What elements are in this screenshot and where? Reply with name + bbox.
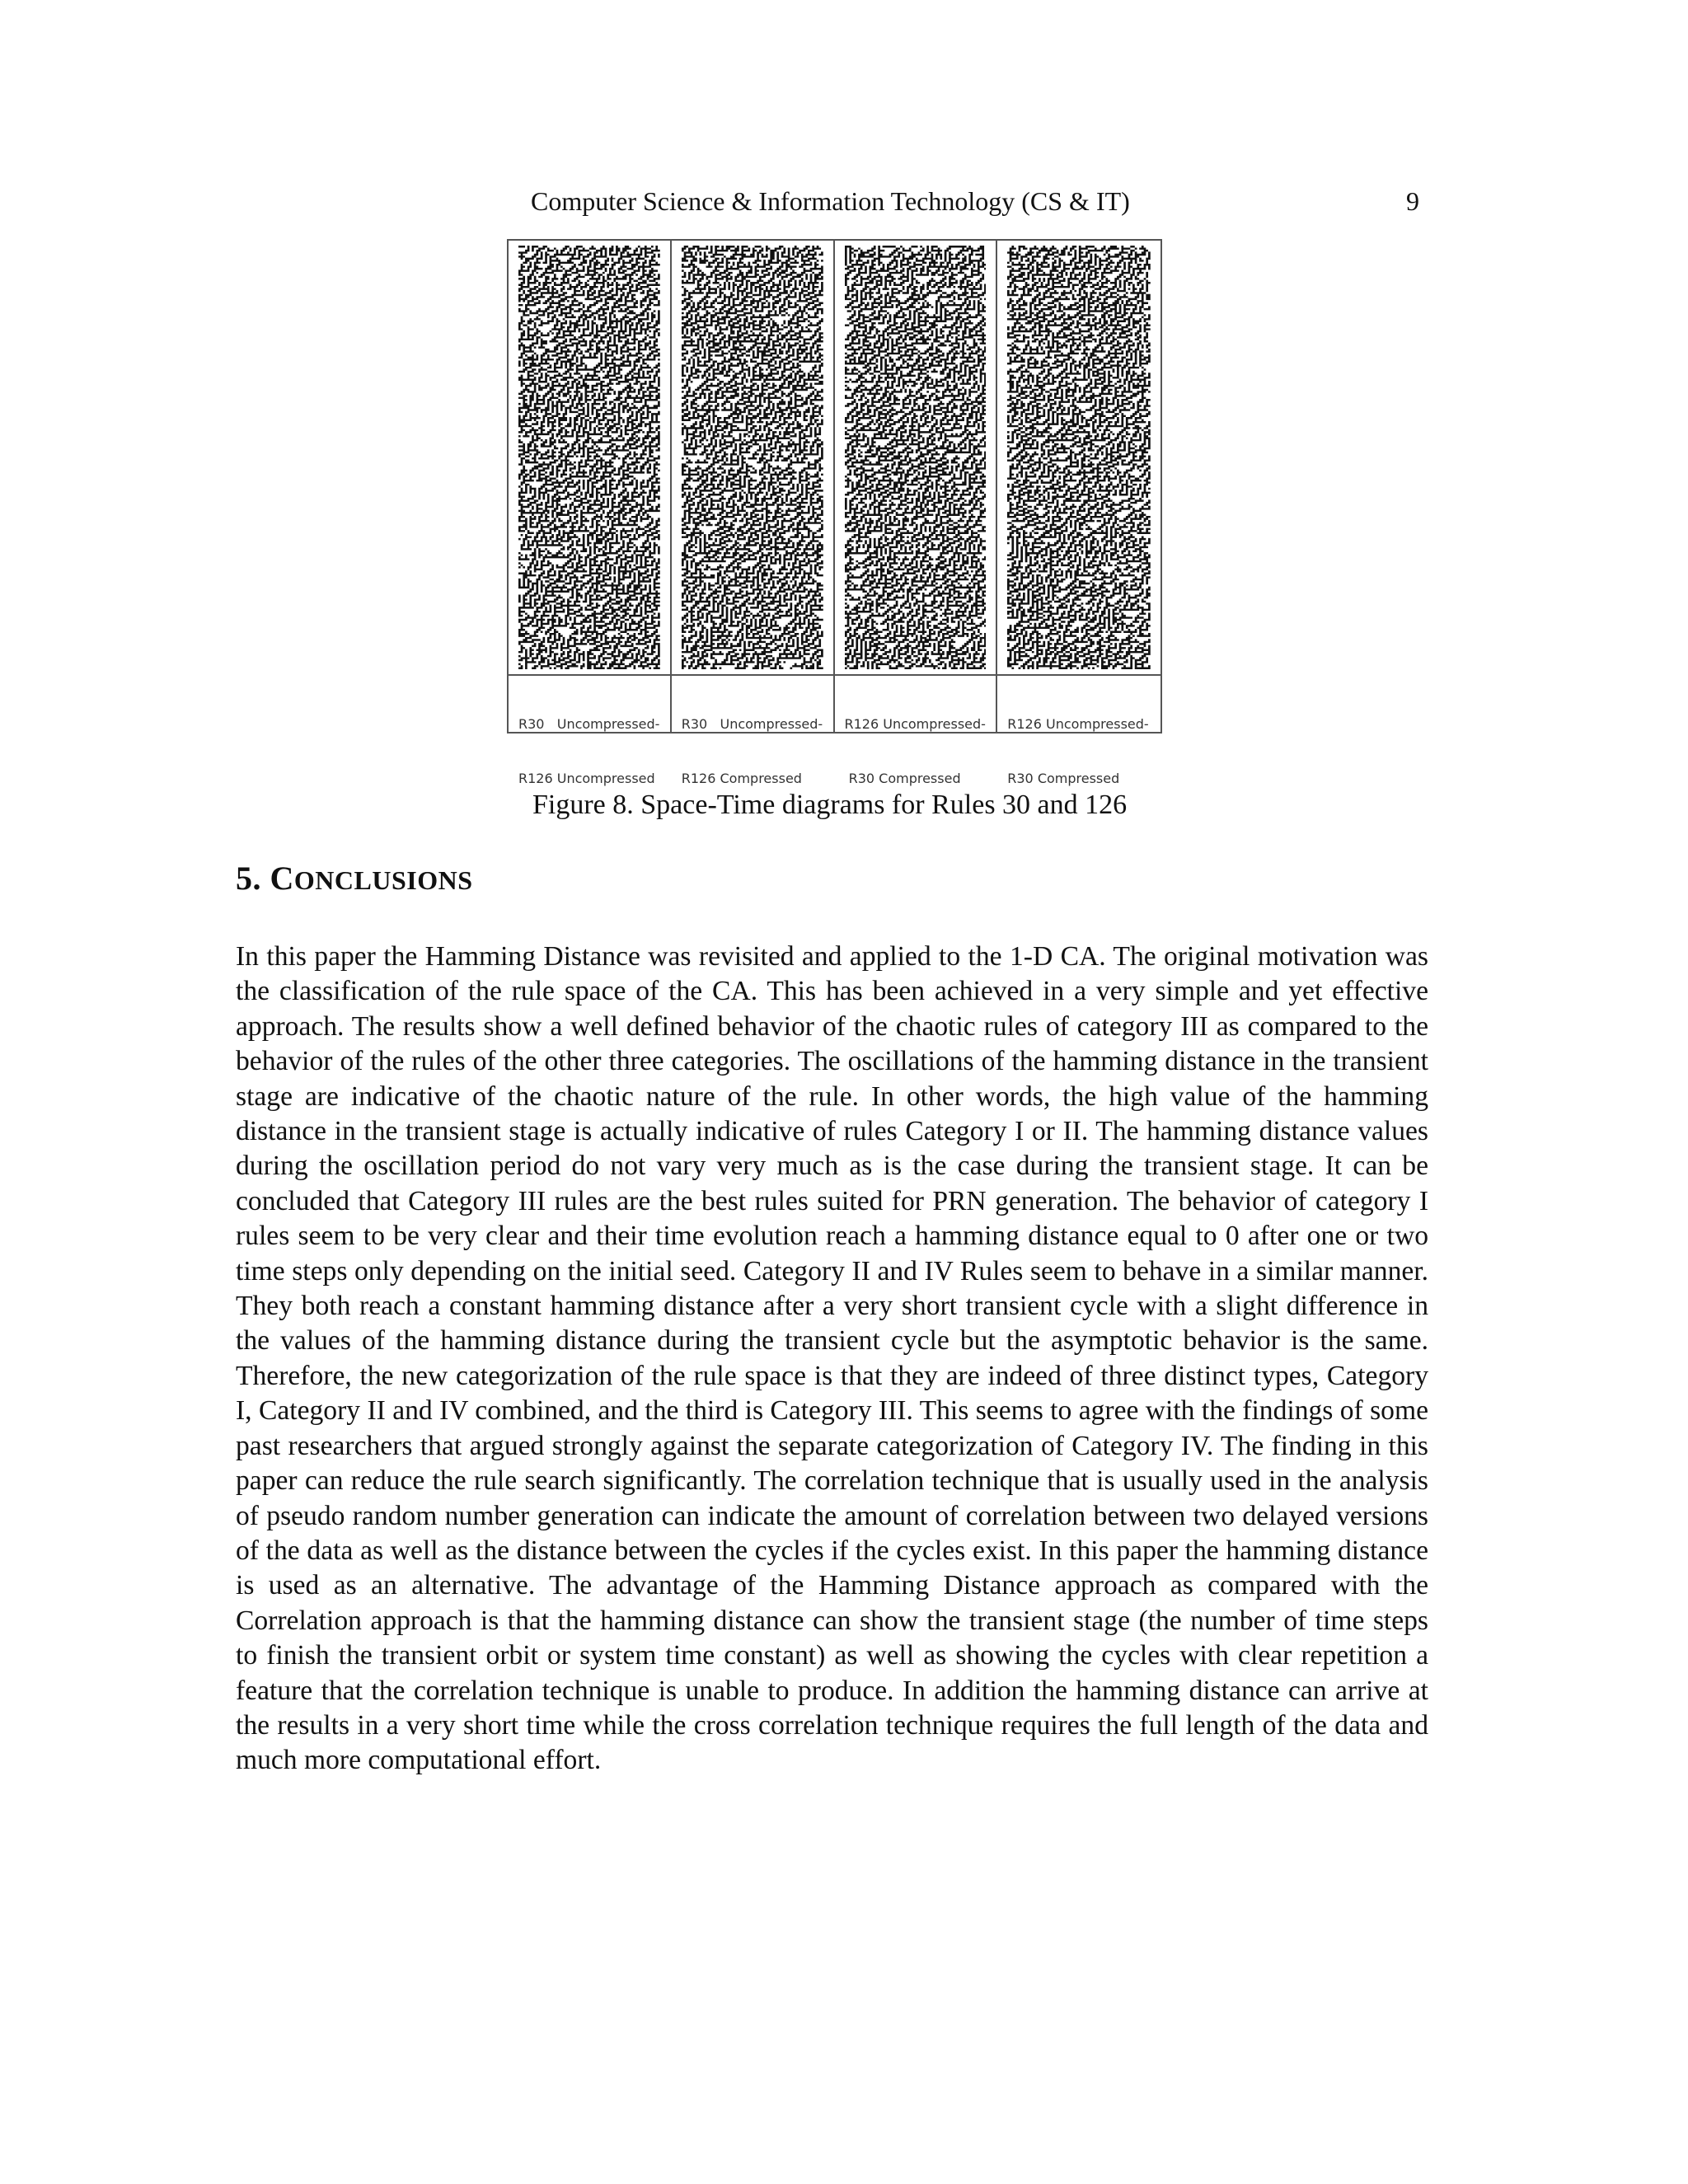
conclusions-paragraph: In this paper the Hamming Distance was revisited and applied to the 1-D CA. The original motivation was the classification of the rule space of the CA. This has been achieved in a very simple and yet effective approach. The results show a well defined behavior of the chaotic rules of category III as compared to the behavior of the rules of the other three categories. The oscillations of the hamming distance in the transient stage are indicative of the chaotic nature of the rule. In other words, the high value of the hamming distance in the transient stage is actually indicative of rules Category I or II. The hamming distance values during the oscillation period do not vary very much as is the case during the transient stage. It can be concluded that Category III rules are the best rules suited for PRN generation. The behavior of category I rules seem to be very clear and their time evolution reach a hamming distance equal to 0 after one or two time steps only depending on the initial seed. Category II and IV Rules seem to behave in a similar manner. They both reach a constant hamming distance after a very short transient cycle with a slight difference in the values of the hamming distance during the transient cycle but the asymptotic behavior is the same. Therefore, the new categorization of the rule space is that they are indeed of three distinct types, Category I, Category II and IV combined, and the third is Category III. This seems to agree with the findings of some past researchers that argued strongly against the separate categorization of Category IV. The finding in this paper can reduce the rule search significantly. The correlation technique that is usually used in the analysis of pseudo random number generation can indicate the amount of correlation between two delayed versions of the data as well as the distance between the cycles if the cycles exist. In this paper the hamming distance is used as an alternative. The advantage of the Hamming Distance approach as compared with the Correlation approach is that the hamming distance can show the transient stage (the number of time steps to finish the transient orbit or system time constant) as well as showing the cycles with clear repetition a feature that the correlation technique is unable to produce. In addition the hamming distance can arrive at the results in a very short time while the cross correlation technique requires the full length of the data and much more computational effort. — [236, 941, 1428, 1776]
ca-pattern-image — [1007, 246, 1151, 669]
page-number: 9 — [1406, 186, 1419, 216]
panel-label-line: R126 Uncompressed — [518, 771, 655, 786]
space-time-figure — [507, 239, 1162, 786]
space-time-diagram-4 — [997, 241, 1160, 676]
section-title-initial: C — [270, 860, 294, 897]
space-time-diagram-1 — [509, 241, 670, 676]
ca-pattern-image — [845, 246, 987, 669]
space-time-diagram-2 — [672, 241, 833, 676]
section-title-rest: ONCLUSIONS — [293, 865, 473, 895]
panel-label-line: R30 Compressed — [1007, 771, 1120, 786]
space-time-diagram-3 — [835, 241, 996, 676]
panel-label-line: R30 Compressed — [844, 771, 961, 786]
figure-caption: Figure 8. Space-Time diagrams for Rules 30 and 126 — [532, 790, 1128, 820]
figure-panel-2 — [672, 241, 835, 786]
running-header: Computer Science & Information Technology (CS & IT) — [531, 186, 1130, 216]
ca-pattern-image — [518, 246, 660, 669]
panel-label-line: R30 Uncompressed- — [518, 716, 660, 732]
panel-label-line: R30 Uncompressed- — [681, 716, 823, 732]
panel-label-line: R126 Uncompressed- — [844, 716, 986, 732]
figure-panel-1 — [509, 241, 672, 786]
section-number: 5. — [236, 860, 261, 897]
ca-pattern-image — [682, 246, 823, 669]
figure-panel-4 — [997, 241, 1160, 786]
figure-panel-3 — [835, 241, 998, 786]
section-heading — [236, 859, 473, 900]
panel-label-line: R126 Uncompressed- — [1007, 716, 1149, 732]
panel-label-line: R126 Compressed — [681, 771, 802, 786]
